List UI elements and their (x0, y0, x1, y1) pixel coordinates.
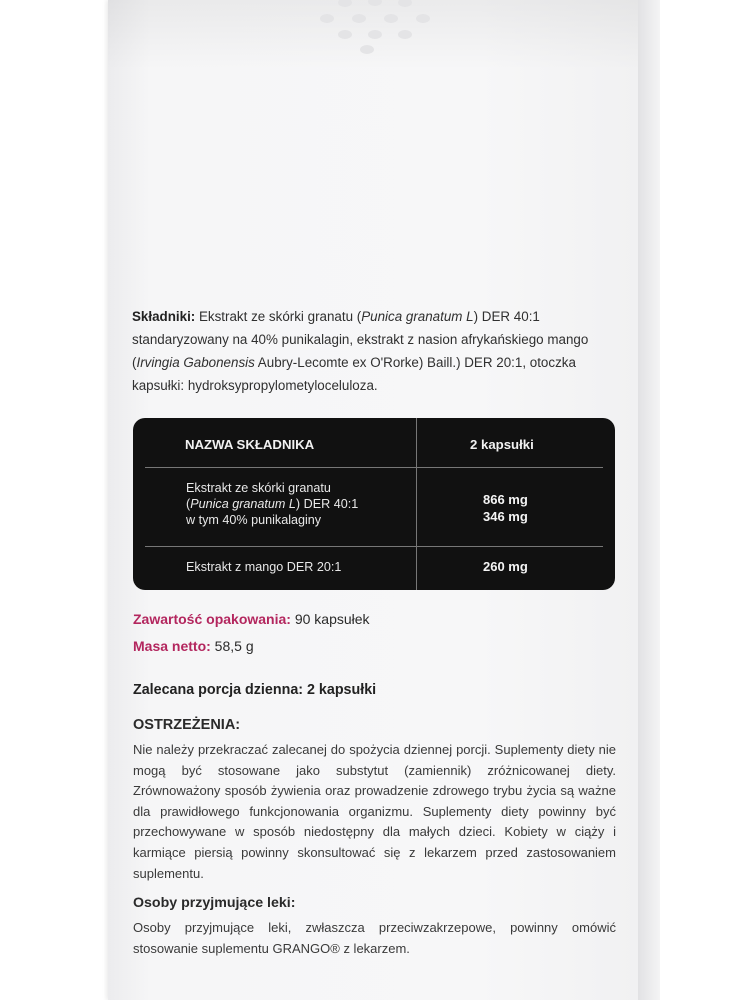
table-header-name: NAZWA SKŁADNIKA (185, 437, 315, 452)
ingredients-text-3: Aubry-Lecomte ex O'Rorke) Baill.) DER 20:1, otoczka kapsułki: hydroksypropylometyloceluloza. (132, 355, 576, 393)
ingredients-text-2: ) DER 40:1 standaryzowany na 40% punikalagin, ekstrakt z nasion afrykańskiego mango ( (132, 309, 589, 370)
net-mass-value: 58,5 g (210, 638, 254, 654)
medication-text: Osoby przyjmujące leki, zwłaszcza przeciwzakrzepowe, powinny omówić stosowanie suplementu GRANGO® z lekarzem. (133, 920, 616, 956)
table-row-1-line-2 (186, 496, 358, 512)
embossed-dots-decoration (300, 0, 450, 60)
table-row-1-line-3: w tym 40% punikalaginy (186, 513, 322, 527)
ingredients-table (133, 418, 615, 590)
ingredients-latin-2: Irvingia Gabonensis (136, 355, 255, 370)
ingredients-section (132, 305, 620, 397)
table-row-1-latin: Punica granatum L (190, 497, 296, 511)
warnings-title: OSTRZEŻENIA: (133, 717, 241, 733)
warnings-text: Nie należy przekraczać zalecanej do spożycia dziennej porcji. Suplementy diety nie mogą być stosowane jako substytut (zamiennik) zróżnicowanej diety. Zrównoważony sposób żywienia oraz prowadzenie zdrowego trybu życia są ważne dla prawidłowego funkcjonowania organizmu. Suplementy diety powinny być przechowywane w sposób niedostępny dla małych dzieci. Kobiety w ciąży i karmiące piersią powinny skonsultować się z lekarzem przed zastosowaniem suplementu. (133, 742, 616, 881)
table-row-1-der: ) DER 40:1 (295, 497, 359, 511)
package-contents-label: Zawartość opakowania: (133, 611, 291, 627)
table-header-divider (145, 467, 603, 468)
table-row-divider (145, 546, 603, 547)
ingredients-latin-1: Punica granatum L (361, 309, 474, 324)
medication-title: Osoby przyjmujące leki: (133, 895, 296, 911)
package-box-side (638, 0, 660, 1000)
table-column-divider (416, 418, 417, 590)
package-contents-value: 90 kapsułek (290, 611, 370, 627)
table-row-1-paren: ( (186, 497, 191, 511)
ingredients-text-1: Ekstrakt ze skórki granatu ( (195, 309, 362, 324)
table-header-dose: 2 kapsułki (470, 437, 534, 452)
table-row-2-value: 260 mg (483, 559, 528, 574)
ingredients-label: Składniki: (132, 309, 196, 324)
ingredients-paragraph (132, 305, 620, 397)
package-contents (133, 611, 370, 627)
table-row-1-line-1: Ekstrakt ze skórki granatu (186, 481, 331, 495)
net-mass-label: Masa netto: (133, 638, 211, 654)
table-row-2-name: Ekstrakt z mango DER 20:1 (186, 560, 342, 574)
table-row-1-value-1: 866 mg (483, 492, 528, 507)
daily-portion: Zalecana porcja dzienna: 2 kapsułki (133, 682, 377, 698)
table-row-1-value-2: 346 mg (483, 509, 528, 524)
table-row-1-name (186, 480, 358, 528)
net-mass (133, 638, 254, 654)
